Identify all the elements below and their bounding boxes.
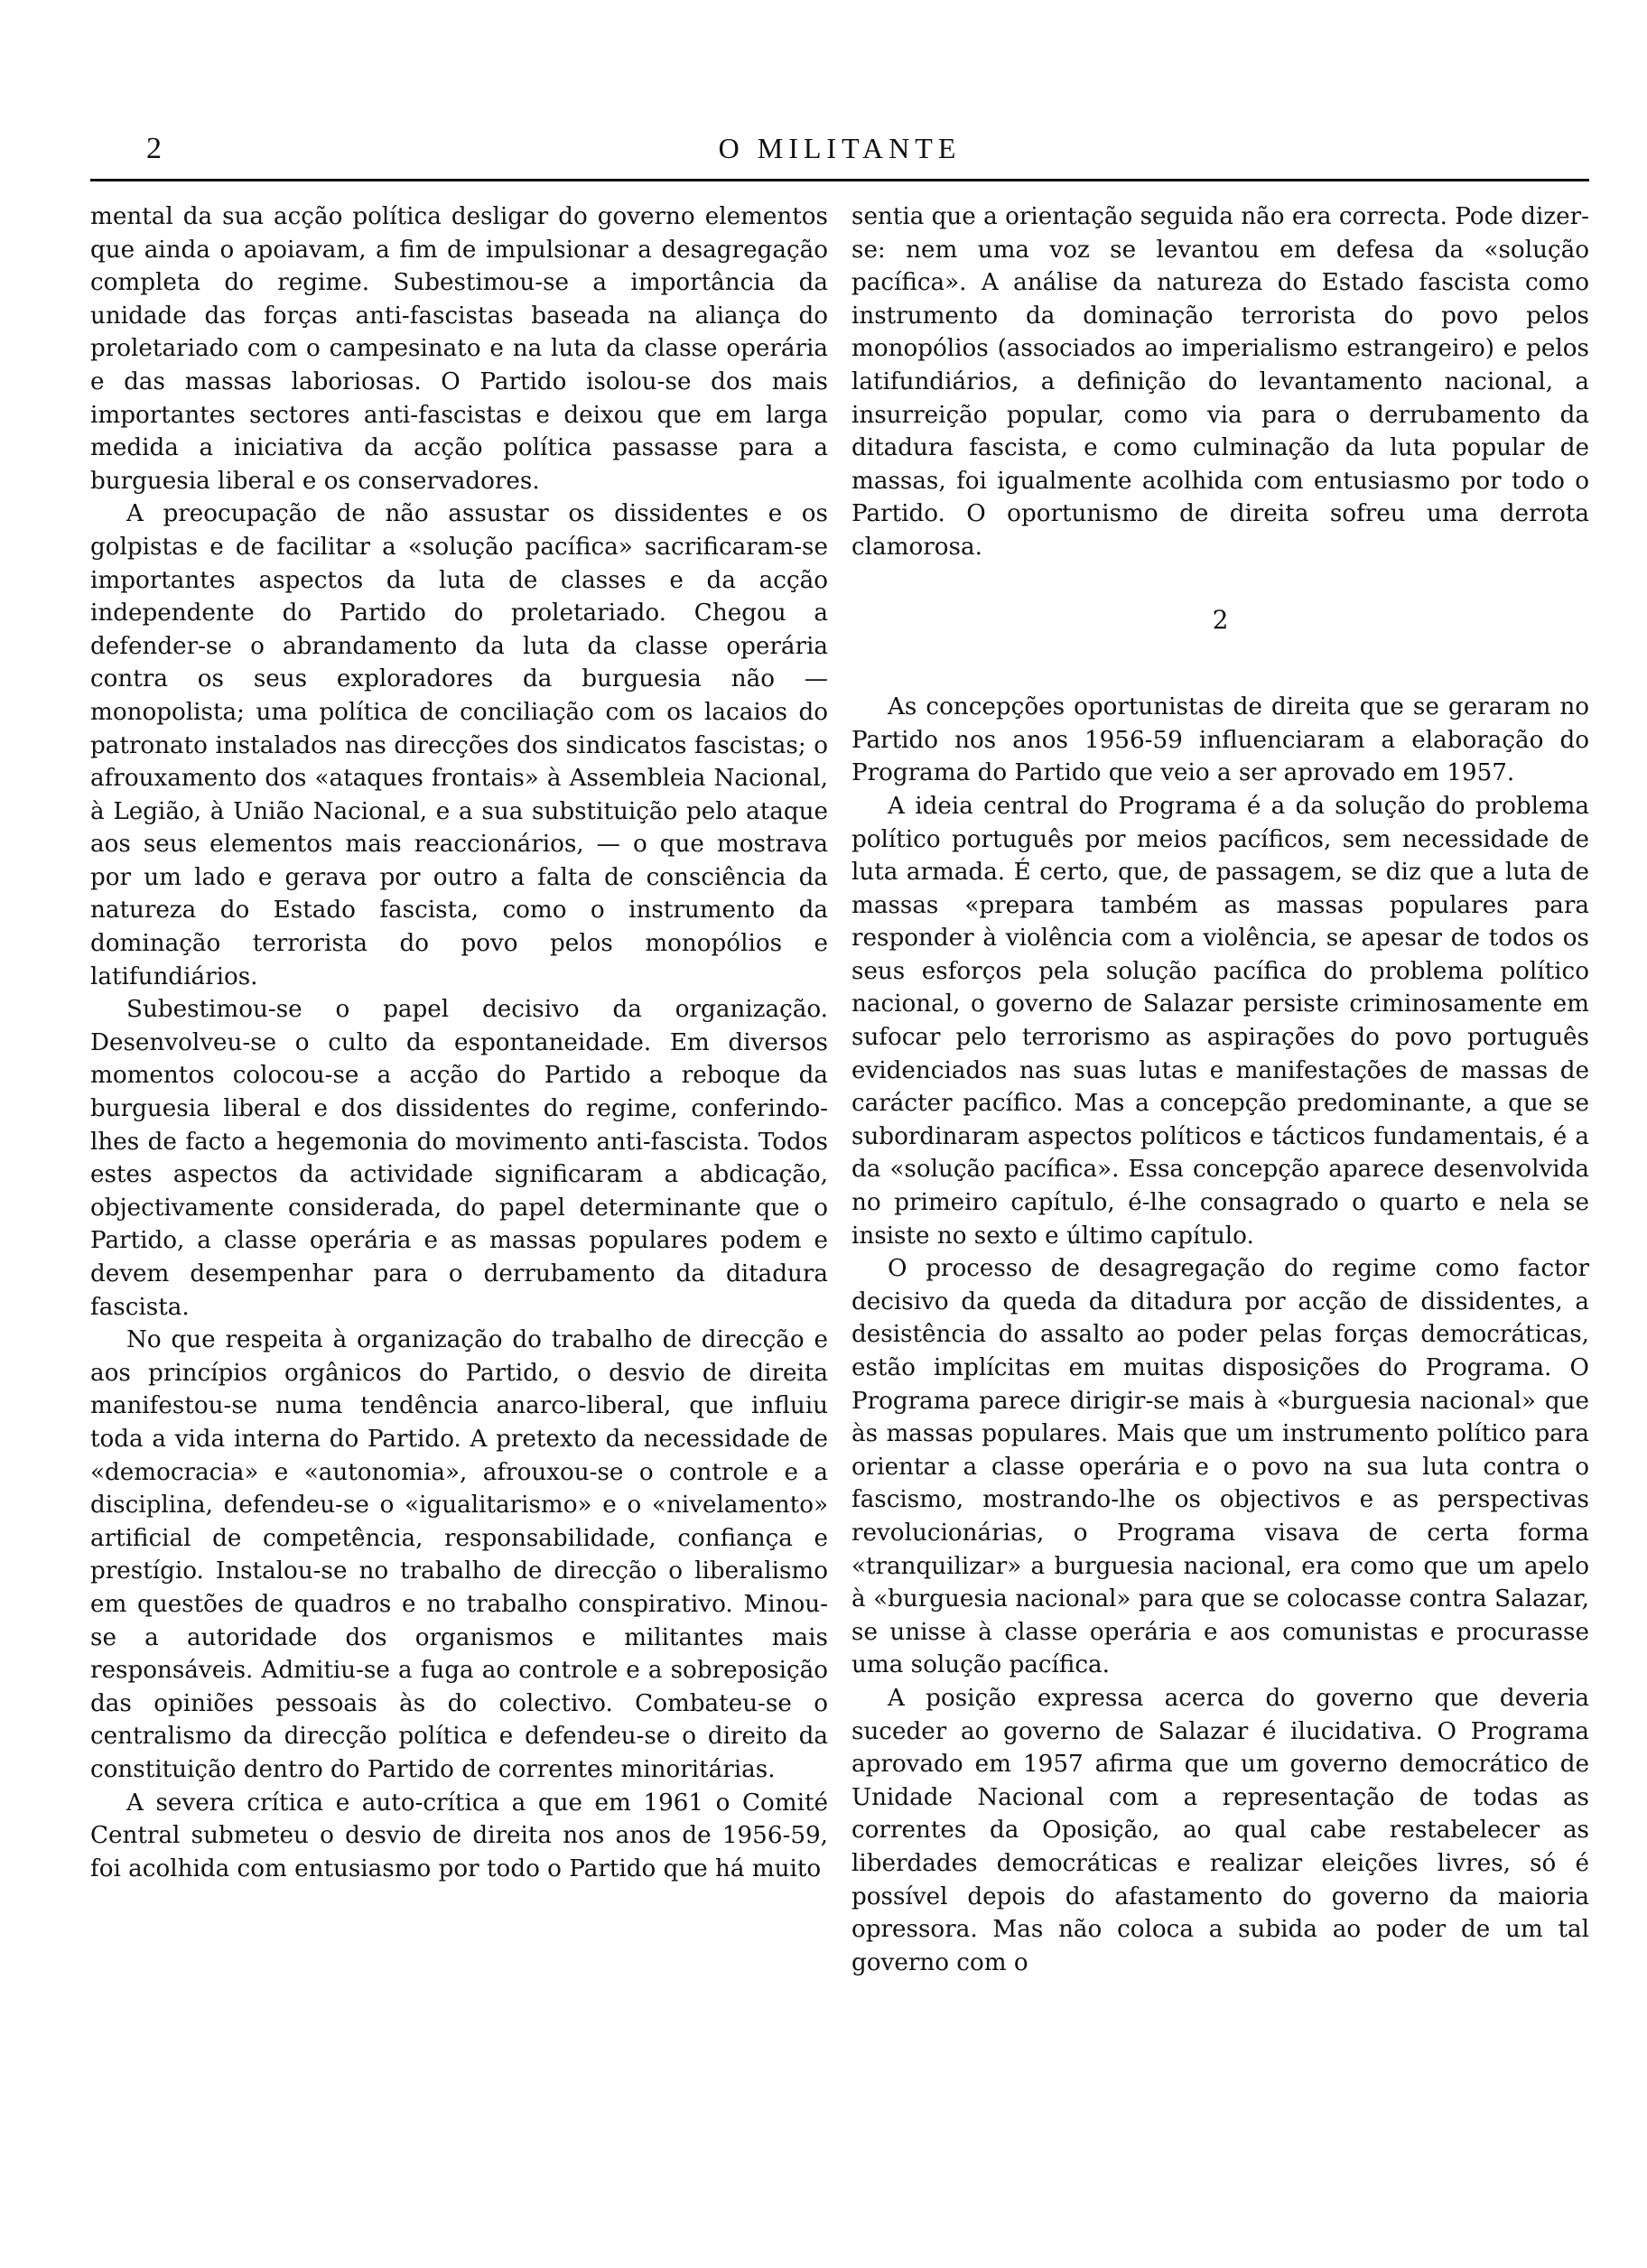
journal-title: O MILITANTE: [718, 132, 962, 164]
section-number: 2: [1212, 604, 1229, 635]
paragraph: A ideia central do Programa é a da solução do problema político português por meios pacíficos, sem necessidade de luta armada. É certo, que, de passagem, se diz que a luta de massas «prepara também as massas populares para responder à violência com a violência, se apesar de todos os seus esforços pela solução pacífica do problema político nacional, o governo de Salazar persiste criminosamente em sufocar pelo terrorismo as aspirações do povo português evidenciados nas suas lutas e manifestações de massas de carácter pacífico. Mas a concepção predominante, a que se subordinaram aspectos políticos e tácticos fundamentais, é a da «solução pacífica». Essa concepção aparece desenvolvida no primeiro capítulo, é-lhe consagrado o quarto e nela se insiste no sexto e último capítulo.: [851, 792, 1589, 1250]
paragraph: As concepções oportunistas de direita que se geraram no Partido nos anos 1956-59 influenciaram a elaboração do Programa do Partido que veio a ser aprovado em 1957.: [851, 693, 1589, 787]
article-columns: [90, 200, 1589, 1979]
paragraph: O processo de desagregação do regime como factor decisivo da queda da ditadura por acção de dissidentes, a desistência do assalto ao poder pelas forças democráticas, estão implícitas em muitas disposições do Programa. O Programa parece dirigir-se mais à «burguesia nacional» que às massas populares. Mais que um instrumento político para orientar a classe operária e o povo na sua luta contra o fascismo, mostrando-lhe os objectivos e as perspectivas revolucionárias, o Programa visava de certa forma «tranquilizar» a burguesia nacional, era como que um apelo à «burguesia nacional» para que se colocasse contra Salazar, se unisse à classe operária e aos comunistas e procurasse uma solução pacífica.: [851, 1255, 1589, 1679]
paragraph: sentia que a orientação seguida não era correcta. Pode dizer-se: nem uma voz se levantou em defesa da «solução pacífica». A análise da natureza do Estado fascista como instrumento da dominação terrorista do povo pelos monopólios (associados ao imperialismo estrangeiro) e pelos latifundiários, a definição do levantamento nacional, a insurreição popular, como via para o derrubamento da ditadura fascista, e como culminação da luta popular de massas, foi igualmente acolhida com entusiasmo por todo o Partido. O oportunismo de direita sofreu uma derrota clamorosa.: [851, 203, 1589, 561]
page-header: [90, 126, 1589, 181]
paragraph: mental da sua acção política desligar do governo elementos que ainda o apoiavam, a fim de impulsionar a desagregação completa do regime. Subestimou-se a importância da unidade das forças anti-fascistas baseada na aliança do proletariado com o campesinato e na luta da classe operária e das massas laboriosas. O Partido isolou-se dos mais importantes sectores anti-fascistas e deixou que em larga medida a iniciativa da acção política passasse para a burguesia liberal e os conservadores.: [90, 203, 828, 495]
right-column: [851, 200, 1589, 1979]
newspaper-page: [90, 126, 1589, 2230]
paragraph: Subestimou-se o papel decisivo da organização. Desenvolveu-se o culto da espontaneidade. Em diversos momentos colocou-se a acção do Partido a reboque da burguesia liberal e dos dissidentes do regime, conferindo-lhes de facto a hegemonia do movimento anti-fascista. Todos estes aspectos da actividade significaram a abdicação, objectivamente considerada, do papel determinante que o Partido, a classe operária e as massas populares podem e devem desempenhar para o derrubamento da ditadura fascista.: [90, 996, 828, 1321]
paragraph: A preocupação de não assustar os dissidentes e os golpistas e de facilitar a «solução pacífica» sacrificaram-se importantes aspectos da luta de classes e da acção independente do Partido do proletariado. Chegou a defender-se o abrandamento da luta da classe operária contra os seus exploradores da burguesia não — monopolista; uma política de conciliação com os lacaios do patronato instalados nas direcções dos sindicatos fascistas; o afrouxamento dos «ataques frontais» à Assembleia Nacional, à Legião, à União Nacional, e a sua substituição pelo ataque aos seus elementos mais reaccionários, — o que mostrava por um lado e gerava por outro a falta de consciência da natureza do Estado fascista, como o instrumento da dominação terrorista do povo pelos monopólios e latifundiários.: [90, 500, 828, 990]
left-column: [90, 200, 828, 1979]
page-number: 2: [146, 132, 162, 165]
paragraph: A posição expressa acerca do governo que deveria suceder ao governo de Salazar é ilucidativa. O Programa aprovado em 1957 afirma que um governo democrático de Unidade Nacional com a representação de todas as correntes da Oposição, ao qual cabe restabelecer as liberdades democráticas e realizar eleições livres, só é possível depois do afastamento do governo da maioria opressora. Mas não coloca a subida ao poder de um tal governo com o: [851, 1684, 1589, 1976]
paragraph: No que respeita à organização do trabalho de direcção e aos princípios orgânicos do Partido, o desvio de direita manifestou-se numa tendência anarco-liberal, que influiu toda a vida interna do Partido. A pretexto da necessidade de «democracia» e «autonomia», afrouxou-se o controle e a disciplina, defendeu-se o «igualitarismo» e o «nivelamento» artificial de competência, responsabilidade, confiança e prestígio. Instalou-se no trabalho de direcção o liberalismo em questões de quadros e no trabalho conspirativo. Minou-se a autoridade dos organismos e militantes mais responsáveis. Admitiu-se a fuga ao controle e a sobreposição das opiniões pessoais às do colectivo. Combateu-se o centralismo da direcção política e defendeu-se o direito da constituição dentro do Partido de correntes minoritárias.: [90, 1326, 828, 1783]
paragraph: A severa crítica e auto-crítica a que em 1961 o Comité Central submeteu o desvio de direita nos anos de 1956-59, foi acolhida com entusiasmo por todo o Partido que há muito: [90, 1789, 828, 1882]
